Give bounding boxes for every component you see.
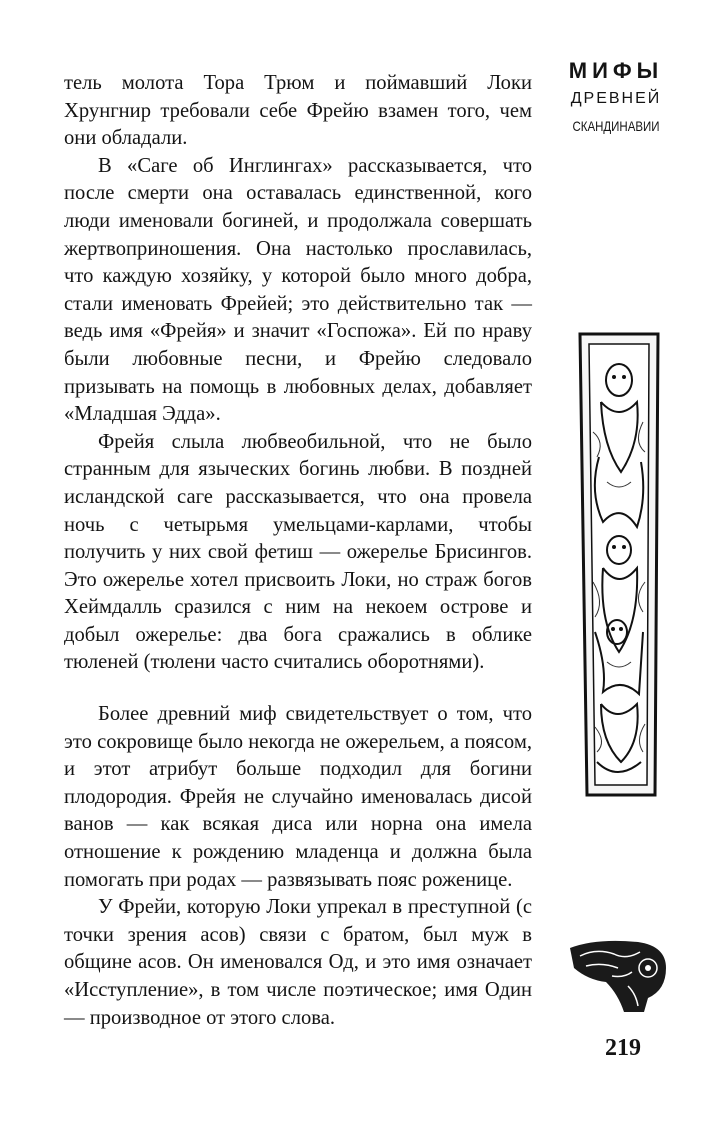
paragraph: тель молота Тора Трюм и поймавший Локи Хрунгнир требовали себе Фрейю взамен того, чем они обладали.	[64, 72, 532, 150]
header-line-3: СКАНДИНАВИИ	[572, 118, 660, 134]
zoomorphic-ornament-illustration	[566, 938, 670, 1014]
paragraph: Фрейя слыла любвеобильной, что не было странным для языческих богинь любви. В поздней исландской саге рассказывается, что она провела ночь с четырьмя умельцами-карлами, чтобы получить у них свой фетиш — ожерелье Брисингов. Это ожерелье хотел присвоить Локи, но страж богов Хеймдалль сразился с ним на некоем острове и добыл ожерелье: два бога сражались в облике тюленей (тюлени часто считались оборотнями).	[64, 430, 532, 674]
paragraph: Более древний миф свидетельствует о том, что это сокровище было некогда не ожерельем, а поясом, и этот атрибут больше подходил для богини плодородия. Фрейя не случайно именовалась дисой ванов — как всякая диса или норна она имела отношение к рождению младенца и должна была помогать при родах — развязывать пояс роженице.	[64, 703, 532, 891]
body-text	[64, 70, 532, 1032]
paragraph: В «Саге об Инглингах» рассказывается, что после смерти она оставалась единственной, кого люди именовали богиней, и продолжала совершать жертвоприношения. Она настолько прославилась, что каждую хозяйку, у которой было много добра, стали именовать Фрейей; это действительно так — ведь имя «Фрейя» и значит «Госпожа». Ей по нраву были любовные песни, и Фрейю следовало призывать на помощь в любовных делах, добавляет «Младшая Эдда».	[64, 154, 532, 426]
running-header	[556, 58, 676, 134]
carved-stone-figures-illustration	[577, 332, 661, 797]
header-line-2: ДРЕВНЕЙ	[570, 90, 662, 107]
header-line-1: МИФЫ	[568, 58, 664, 83]
paragraph: У Фрейи, которую Локи упрекал в преступной (с точки зрения асов) связи с братом, был муж в общине асов. Он именовался Од, и это имя означает «Исступление», в том числе поэтическое; имя Один — производное от этого слова.	[64, 896, 532, 1029]
page-number: 219	[605, 1035, 641, 1061]
